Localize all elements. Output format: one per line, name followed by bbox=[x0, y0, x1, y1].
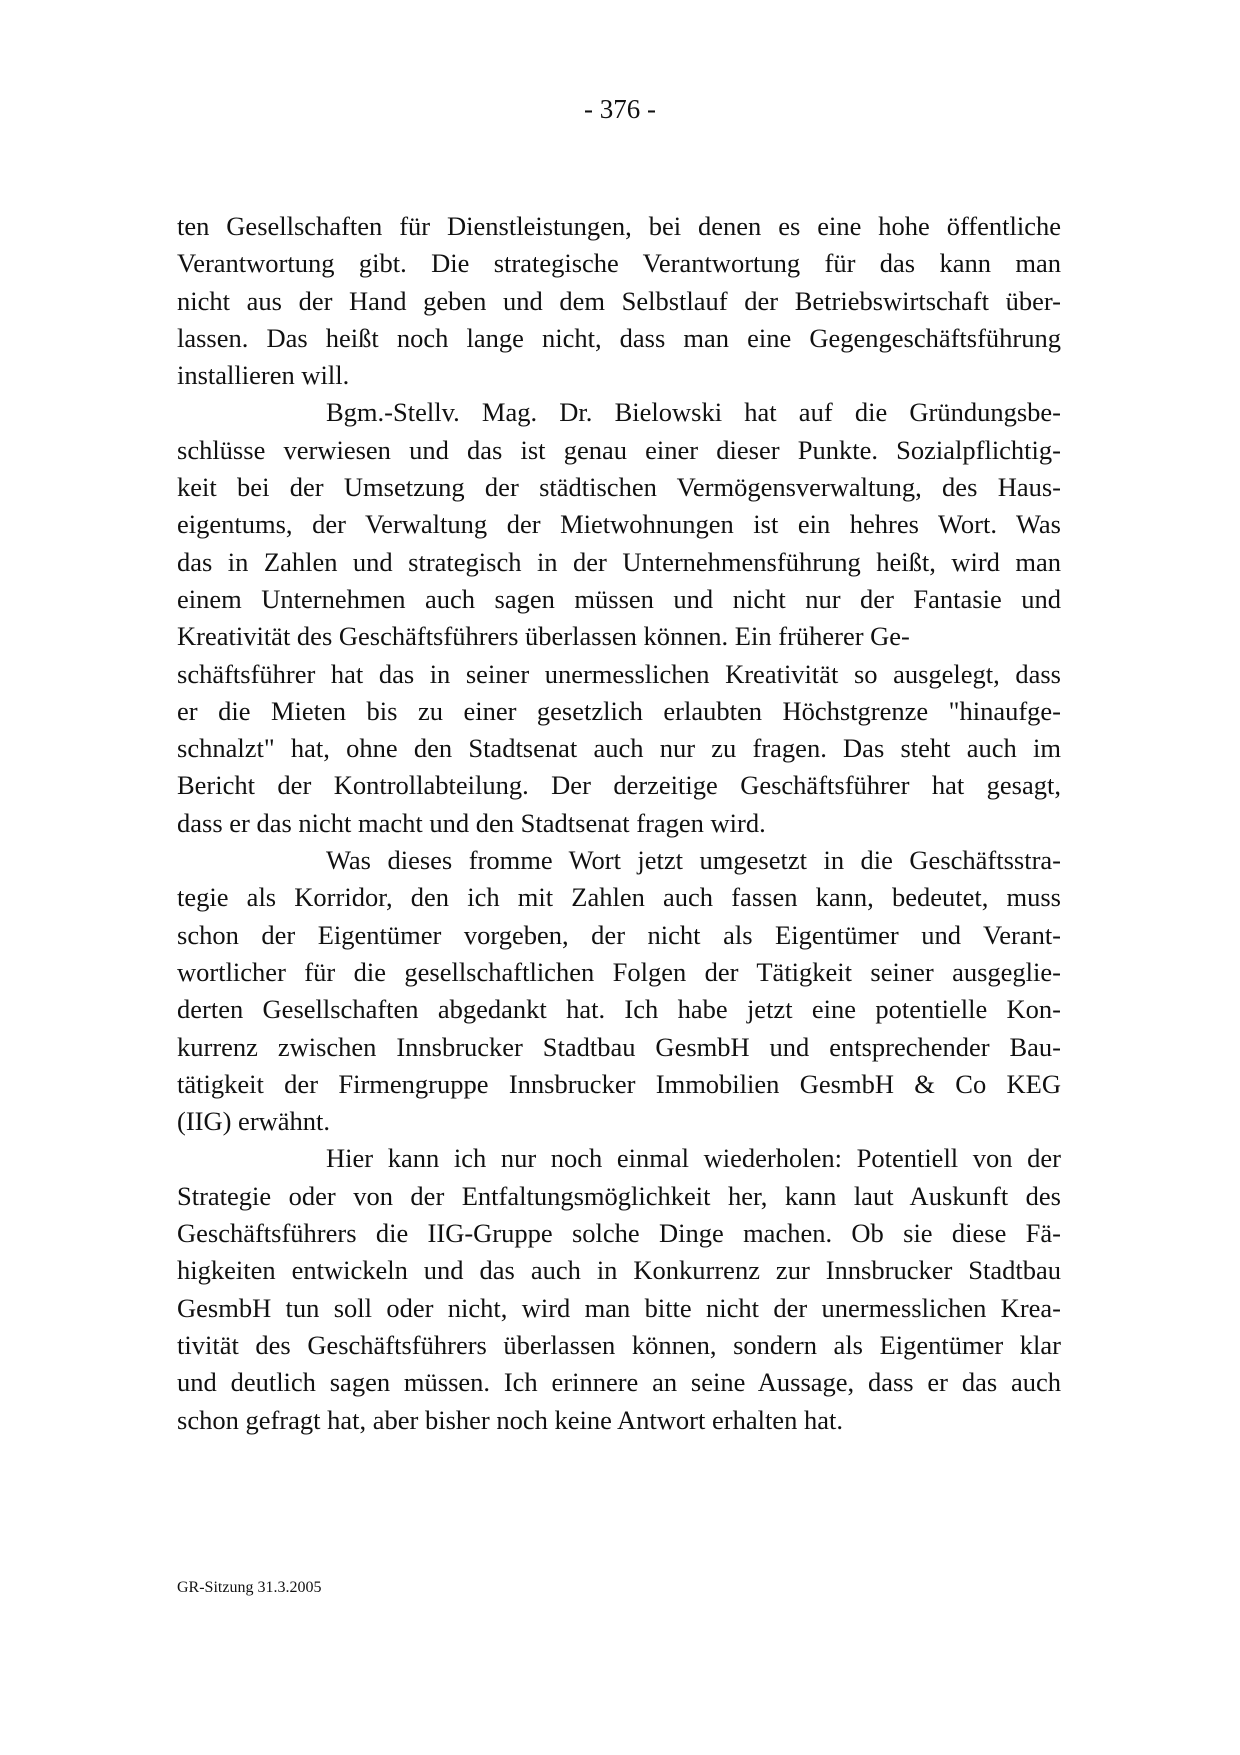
text-line: GesmbH tun soll oder nicht, wird man bitte nicht der unermesslichen Krea- bbox=[177, 1292, 1061, 1323]
text-line: nicht aus der Hand geben und dem Selbstlauf der Betriebswirtschaft über- bbox=[177, 285, 1061, 316]
text-line: schäftsführer hat das in seiner unermesslichen Kreativität so ausgelegt, dass bbox=[177, 658, 1061, 689]
text-line: keit bei der Umsetzung der städtischen Vermögensverwaltung, des Haus- bbox=[177, 472, 1061, 503]
paragraph bbox=[177, 842, 1061, 1140]
text-line: Verantwortung gibt. Die strategische Verantwortung für das kann man bbox=[177, 248, 1061, 279]
text-line: Hier kann ich nur noch einmal wiederholen: Potentiell von der bbox=[326, 1143, 1061, 1174]
page-footer: GR-Sitzung 31.3.2005 bbox=[177, 1579, 322, 1596]
text-line: schlüsse verwiesen und das ist genau einer dieser Punkte. Sozialpflichtig- bbox=[177, 434, 1061, 465]
paragraph bbox=[177, 1140, 1061, 1438]
text-line: kurrenz zwischen Innsbrucker Stadtbau GesmbH und entsprechender Bau- bbox=[177, 1031, 1061, 1062]
text-line: Geschäftsführers die IIG-Gruppe solche Dinge machen. Ob sie diese Fä- bbox=[177, 1218, 1061, 1249]
paragraph bbox=[177, 394, 1061, 842]
text-line: tätigkeit der Firmengruppe Innsbrucker Immobilien GesmbH & Co KEG bbox=[177, 1068, 1061, 1099]
text-line: dass er das nicht macht und den Stadtsenat fragen wird. bbox=[177, 807, 766, 838]
text-line: higkeiten entwickeln und das auch in Konkurrenz zur Innsbrucker Stadtbau bbox=[177, 1255, 1061, 1286]
text-line: Bgm.-Stellv. Mag. Dr. Bielowski hat auf die Gründungsbe- bbox=[326, 397, 1061, 428]
text-line: lassen. Das heißt noch lange nicht, dass man eine Gegengeschäftsführung bbox=[177, 322, 1061, 353]
text-line: derten Gesellschaften abgedankt hat. Ich habe jetzt eine potentielle Kon- bbox=[177, 994, 1061, 1025]
text-line: (IIG) erwähnt. bbox=[177, 1106, 331, 1137]
text-line: Was dieses fromme Wort jetzt umgesetzt in die Geschäftsstra- bbox=[326, 845, 1061, 876]
text-line: tivität des Geschäftsführers überlassen können, sondern als Eigentümer klar bbox=[177, 1329, 1061, 1360]
text-line: er die Mieten bis zu einer gesetzlich erlaubten Höchstgrenze "hinaufge- bbox=[177, 695, 1061, 726]
text-line: tegie als Korridor, den ich mit Zahlen auch fassen kann, bedeutet, muss bbox=[177, 882, 1061, 913]
page-number: - 376 - bbox=[584, 94, 656, 124]
text-line: eigentums, der Verwaltung der Mietwohnungen ist ein hehres Wort. Was bbox=[177, 509, 1061, 540]
text-line: schon der Eigentümer vorgeben, der nicht als Eigentümer und Verant- bbox=[177, 919, 1061, 950]
text-line: das in Zahlen und strategisch in der Unternehmensführung heißt, wird man bbox=[177, 546, 1061, 577]
text-line: Strategie oder von der Entfaltungsmöglichkeit her, kann laut Auskunft des bbox=[177, 1180, 1061, 1211]
text-line: Kreativität des Geschäftsführers überlassen können. Ein früherer Ge- bbox=[177, 621, 910, 652]
text-line: einem Unternehmen auch sagen müssen und nicht nur der Fantasie und bbox=[177, 583, 1061, 614]
text-line: und deutlich sagen müssen. Ich erinnere an seine Aussage, dass er das auch bbox=[177, 1367, 1061, 1398]
text-line: ten Gesellschaften für Dienstleistungen, bei denen es eine hohe öffentliche bbox=[177, 211, 1061, 241]
text-line: schon gefragt hat, aber bisher noch keine Antwort erhalten hat. bbox=[177, 1404, 843, 1435]
text-line: installieren will. bbox=[177, 360, 350, 391]
text-line: Bericht der Kontrollabteilung. Der derzeitige Geschäftsführer hat gesagt, bbox=[177, 770, 1061, 801]
text-line: wortlicher für die gesellschaftlichen Folgen der Tätigkeit seiner ausgeglie- bbox=[177, 956, 1061, 987]
paragraph bbox=[177, 208, 1061, 394]
body-text bbox=[177, 208, 1061, 1439]
text-line: schnalzt" hat, ohne den Stadtsenat auch nur zu fragen. Das steht auch im bbox=[177, 733, 1061, 764]
